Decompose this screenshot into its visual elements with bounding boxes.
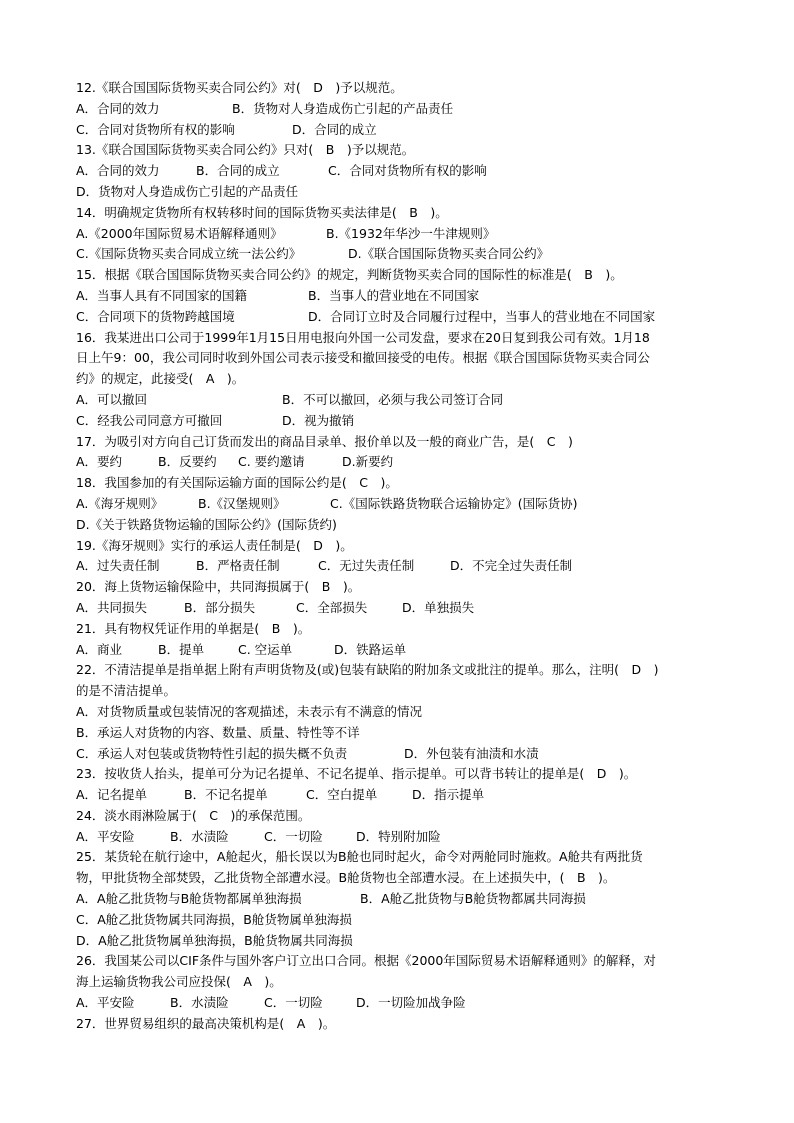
line-text: A．可以撤回 bbox=[76, 391, 148, 407]
line-text: A．A舱乙批货物与B舱货物都属单独海损 bbox=[76, 891, 302, 907]
line-text: 25．某货轮在航行途中，A舱起火，船长误以为B舱也同时起火，命令对两舱同时施救。A舱共有两批货 bbox=[76, 849, 643, 865]
line-text: 16．我某进出口公司于1999年1月15日用电报向外国一公司发盘，要求在20日复到我公司有效。1月18 bbox=[76, 329, 650, 345]
text-line bbox=[76, 452, 726, 473]
line-text: 物，甲批货物全部焚毁，乙批货物全部遭水浸。B舱货物也全部遭水浸。在上述损失中，( B )。 bbox=[76, 870, 616, 886]
option-text: B．反要约 bbox=[158, 454, 217, 470]
text-line bbox=[76, 702, 726, 723]
option-text: D．外包装有油渍和水渍 bbox=[404, 745, 539, 761]
text-line bbox=[76, 847, 726, 868]
text-line bbox=[76, 931, 726, 952]
option-text: B．严格责任制 bbox=[196, 558, 280, 574]
line-text: A．共同损失 bbox=[76, 599, 148, 615]
line-text: 17．为吸引对方向自己订货而发出的商品目录单、报价单以及一般的商业广告，是( C ) bbox=[76, 433, 573, 449]
text-line bbox=[76, 764, 726, 785]
text-line bbox=[76, 161, 726, 182]
option-text: D．单独损失 bbox=[402, 599, 475, 615]
line-text: C．合同对货物所有权的影响 bbox=[76, 121, 235, 137]
text-line bbox=[76, 723, 726, 744]
line-text: A．商业 bbox=[76, 641, 123, 657]
text-line bbox=[76, 369, 726, 390]
line-text: C．经我公司同意方可撤回 bbox=[76, 412, 223, 428]
text-line bbox=[76, 785, 726, 806]
text-line bbox=[76, 120, 726, 141]
option-text: B．水渍险 bbox=[170, 995, 229, 1011]
option-text: C．全部损失 bbox=[296, 599, 368, 615]
line-text: A．合同的效力 bbox=[76, 163, 160, 179]
line-text: 27．世界贸易组织的最高决策机构是( A )。 bbox=[76, 1015, 336, 1031]
text-line bbox=[76, 868, 726, 889]
line-text: A．对货物质量或包装情况的客观描述，未表示有不满意的情况 bbox=[76, 703, 423, 719]
text-line bbox=[76, 577, 726, 598]
option-text: D．合同订立时及合同履行过程中，当事人的营业地在不同国家 bbox=[308, 308, 656, 324]
text-line bbox=[76, 1014, 726, 1035]
line-text: C．合同项下的货物跨越国境 bbox=[76, 308, 235, 324]
line-text: B．承运人对货物的内容、数量、质量、特性等不详 bbox=[76, 724, 360, 740]
line-text: A．要约 bbox=[76, 454, 123, 470]
line-text: D．货物对人身造成伤亡引起的产品责任 bbox=[76, 183, 299, 199]
option-text: C. 空运单 bbox=[238, 641, 293, 657]
line-text: C．A舱乙批货物属共同海损，B舱货物属单独海损 bbox=[76, 911, 352, 927]
text-line bbox=[76, 640, 726, 661]
option-text: B．部分损失 bbox=[184, 599, 256, 615]
line-text: 13.《联合国国际货物买卖合同公约》只对( B )予以规范。 bbox=[76, 142, 415, 158]
text-line bbox=[76, 993, 726, 1014]
option-text: B.《1932年华沙一牛津规则》 bbox=[326, 225, 496, 241]
line-text: 15．根据《联合国国际货物买卖合同公约》的规定，判断货物买卖合同的国际性的标准是( B )。 bbox=[76, 267, 623, 283]
line-text: A．当事人具有不同国家的国籍 bbox=[76, 287, 248, 303]
line-text: A．平安险 bbox=[76, 995, 135, 1011]
text-line bbox=[76, 244, 726, 265]
text-line bbox=[76, 598, 726, 619]
text-line bbox=[76, 515, 726, 536]
text-line bbox=[76, 140, 726, 161]
option-text: D．特别附加险 bbox=[356, 828, 441, 844]
option-text: C．一切险 bbox=[264, 995, 323, 1011]
line-text: 26．我国某公司以CIF条件与国外客户订立出口合同。根据《2000年国际贸易术语解释通则》的解释，对 bbox=[76, 953, 656, 969]
line-text: A．记名提单 bbox=[76, 787, 148, 803]
text-line bbox=[76, 660, 726, 681]
line-text: C．承运人对包装或货物特性引起的损失概不负责 bbox=[76, 745, 348, 761]
option-text: B．不可以撤回，必须与我公司签订合同 bbox=[282, 391, 504, 407]
line-text: A．合同的效力 bbox=[76, 100, 160, 116]
option-text: D．视为撤销 bbox=[282, 412, 355, 428]
option-text: B．不记名提单 bbox=[184, 787, 268, 803]
option-text: B．水渍险 bbox=[170, 828, 229, 844]
line-text: D.《关于铁路货物运输的国际公约》(国际货约) bbox=[76, 516, 337, 532]
line-text: A．平安险 bbox=[76, 828, 135, 844]
line-text: 日上午9：00，我公司同时收到外国公司表示接受和撤回接受的电传。根据《联合国国际货物买卖合同公 bbox=[76, 350, 650, 366]
option-text: D．指示提单 bbox=[412, 787, 485, 803]
document-page bbox=[76, 78, 726, 1035]
option-text: C.《国际铁路货物联合运输协定》(国际货协) bbox=[330, 495, 578, 511]
line-text: D．A舱乙批货物属单独海损，B舱货物属共同海损 bbox=[76, 932, 353, 948]
option-text: D．合同的成立 bbox=[292, 121, 377, 137]
line-text: 约》的规定，此接受( A )。 bbox=[76, 371, 245, 387]
text-line bbox=[76, 827, 726, 848]
option-text: B．提单 bbox=[158, 641, 205, 657]
option-text: D．铁路运单 bbox=[334, 641, 407, 657]
text-line bbox=[76, 681, 726, 702]
text-line bbox=[76, 224, 726, 245]
text-line bbox=[76, 78, 726, 99]
text-line bbox=[76, 99, 726, 120]
text-line bbox=[76, 889, 726, 910]
text-line bbox=[76, 806, 726, 827]
option-text: B．A舱乙批货物与B舱货物都属共同海损 bbox=[360, 891, 586, 907]
text-line bbox=[76, 744, 726, 765]
text-line bbox=[76, 910, 726, 931]
text-line bbox=[76, 494, 726, 515]
option-text: B．当事人的营业地在不同国家 bbox=[308, 287, 480, 303]
option-text: C．空白提单 bbox=[306, 787, 378, 803]
line-text: 海上运输货物我公司应投保( A )。 bbox=[76, 974, 282, 990]
line-text: 14．明确规定货物所有权转移时间的国际货物买卖法律是( B )。 bbox=[76, 204, 448, 220]
text-line bbox=[76, 307, 726, 328]
line-text: C.《国际货物买卖合同成立统一法公约》 bbox=[76, 246, 302, 262]
line-text: 18．我国参加的有关国际运输方面的国际公约是( C )。 bbox=[76, 475, 398, 491]
line-text: 22．不清洁提单是指单据上附有声明货物及(或)包装有缺陷的附加条文或批注的提单。那么，注明( D ) bbox=[76, 662, 659, 678]
option-text: C．无过失责任制 bbox=[318, 558, 415, 574]
text-line bbox=[76, 182, 726, 203]
text-line bbox=[76, 286, 726, 307]
text-line bbox=[76, 328, 726, 349]
option-text: D．一切险加战争险 bbox=[356, 995, 466, 1011]
line-text: A.《2000年国际贸易术语解释通则》 bbox=[76, 225, 283, 241]
line-text: 21．具有物权凭证作用的单据是( B )。 bbox=[76, 620, 311, 636]
line-text: 19.《海牙规则》实行的承运人责任制是( D )。 bbox=[76, 537, 353, 553]
option-text: C．一切险 bbox=[264, 828, 323, 844]
option-text: B．合同的成立 bbox=[196, 163, 280, 179]
option-text: C．合同对货物所有权的影响 bbox=[328, 163, 487, 179]
line-text: A.《海牙规则》 bbox=[76, 495, 164, 511]
text-line bbox=[76, 972, 726, 993]
line-text: 的是不清洁提单。 bbox=[76, 683, 177, 699]
line-text: 24．淡水雨淋险属于( C )的承保范围。 bbox=[76, 807, 311, 823]
text-line bbox=[76, 536, 726, 557]
text-line bbox=[76, 432, 726, 453]
text-line bbox=[76, 348, 726, 369]
text-line bbox=[76, 203, 726, 224]
option-text: B.《汉堡规则》 bbox=[198, 495, 286, 511]
text-line bbox=[76, 619, 726, 640]
option-text: D.《联合国国际货物买卖合同公约》 bbox=[348, 246, 550, 262]
text-line bbox=[76, 556, 726, 577]
line-text: 20．海上货物运输保险中，共同海损属于( B )。 bbox=[76, 579, 361, 595]
line-text: 23．按收货人抬头，提单可分为记名提单、不记名提单、指示提单。可以背书转让的提单是( D )。 bbox=[76, 766, 637, 782]
option-text: C. 要约邀请 bbox=[238, 454, 305, 470]
option-text: D.新要约 bbox=[342, 454, 394, 470]
text-line bbox=[76, 265, 726, 286]
option-text: B．货物对人身造成伤亡引起的产品责任 bbox=[232, 100, 454, 116]
line-text: 12.《联合国国际货物买卖合同公约》对( D )予以规范。 bbox=[76, 80, 403, 95]
text-line bbox=[76, 390, 726, 411]
option-text: D．不完全过失责任制 bbox=[450, 558, 573, 574]
text-line bbox=[76, 951, 726, 972]
text-line bbox=[76, 473, 726, 494]
line-text: A．过失责任制 bbox=[76, 558, 160, 574]
text-line bbox=[76, 411, 726, 432]
